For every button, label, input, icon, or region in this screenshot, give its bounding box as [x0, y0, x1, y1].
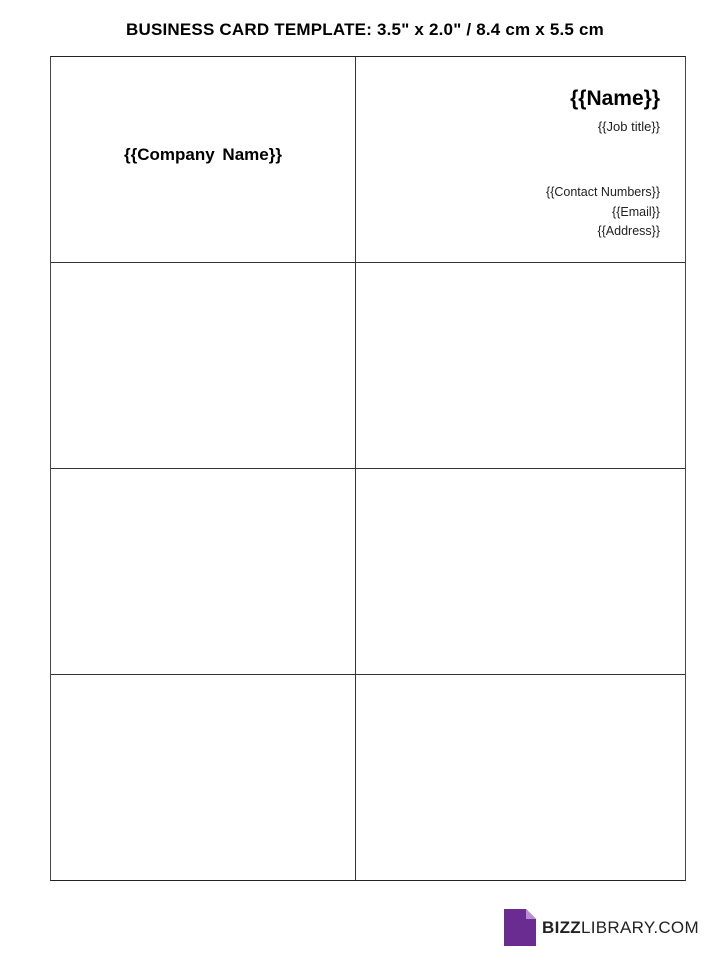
business-card-front — [356, 57, 660, 262]
grid-row-divider — [51, 674, 685, 675]
email-address: {{Email}} — [612, 204, 660, 219]
contact-details — [546, 183, 660, 242]
logo-wordmark: BIZZLIBRARY.COM — [542, 917, 699, 937]
grid-row-divider — [51, 262, 685, 263]
postal-address: {{Address}} — [597, 224, 660, 238]
card-grid — [50, 56, 686, 881]
document-icon — [504, 909, 536, 946]
page-title: BUSINESS CARD TEMPLATE: 3.5" x 2.0" / 8.4 cm x 5.5 cm — [125, 20, 604, 39]
person-name: {{Name}} — [570, 87, 660, 110]
company-name: {{Company Name}} — [124, 145, 282, 164]
bizzlibrary-logo — [504, 909, 699, 946]
job-title: {{Job title}} — [597, 119, 660, 134]
grid-row-divider — [51, 468, 685, 469]
contact-numbers: {{Contact Numbers}} — [546, 185, 660, 199]
